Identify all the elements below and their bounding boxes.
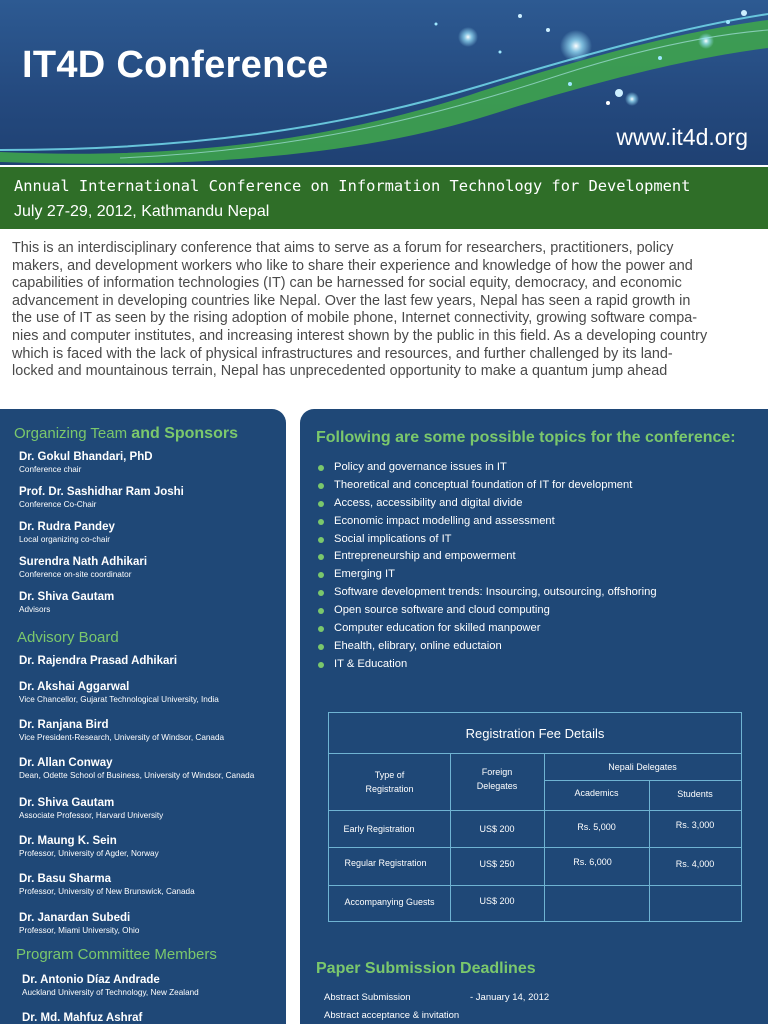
fee-cell-students: Rs. 4,000 <box>675 859 715 869</box>
topic-item <box>318 550 657 568</box>
intro-line: advancement in developing countries like Nepal. Over the last few years, Nepal has seen a rapid growth in <box>12 292 691 309</box>
bullet-icon <box>318 590 324 596</box>
topic-text: Software development trends: Insourcing, outsourcing, offshoring <box>334 586 657 599</box>
bullet-icon <box>318 644 324 650</box>
person-name: Dr. Akshai Aggarwal <box>19 681 130 693</box>
deadline-label: Abstract acceptance & invitation <box>324 1010 460 1021</box>
topic-item <box>318 622 657 640</box>
topic-text: Economic impact modelling and assessment <box>334 514 555 527</box>
intro-line: nies and computer institutes, and increasing interest shown by the public in this field. As a developing country <box>12 327 708 344</box>
topic-text: Computer education for skilled manpower <box>334 622 541 635</box>
topic-item <box>318 604 657 622</box>
fee-cell-academics <box>544 885 649 919</box>
fee-cell-students: Rs. 3,000 <box>675 820 715 830</box>
bullet-icon <box>318 554 324 560</box>
intro-line: the use of IT as seen by the rising adoption of mobile phone, Internet connectivity, growing software compa- <box>12 310 698 327</box>
person-role: Conference on-site coordinator <box>19 570 132 579</box>
program-committee-heading: Program Committee Members <box>16 946 217 963</box>
fee-cell-type: Early Registration <box>343 823 415 834</box>
organizer-entry <box>19 521 115 544</box>
fee-cell-academics: Rs. 5,000 <box>577 822 616 832</box>
conference-date-place: July 27-29, 2012, Kathmandu Nepal <box>14 203 270 220</box>
intro-line: makers, and development workers who like to share their experience and knowledge of how the power and <box>12 257 693 274</box>
fee-table-caption: Registration Fee Details <box>329 713 741 754</box>
person-name: Dr. Gokul Bhandari, PhD <box>19 451 153 463</box>
header-banner <box>0 0 768 165</box>
person-name: Dr. Ranjana Bird <box>19 719 109 731</box>
organizer-entry <box>19 591 114 614</box>
person-role: Vice President-Research, University of Windsor, Canada <box>19 733 225 742</box>
topics-list <box>318 461 657 676</box>
advisor-entry <box>19 681 219 704</box>
advisory-board-heading: Advisory Board <box>17 629 119 646</box>
bullet-icon <box>318 537 324 543</box>
header-nepali-delegates: Nepali Delegates <box>608 762 677 772</box>
organizing-heading-bold: and Sponsors <box>131 425 238 442</box>
topic-text: IT & Education <box>334 657 408 670</box>
topic-text: Open source software and cloud computing <box>334 604 550 617</box>
topic-item <box>318 533 657 551</box>
topic-item <box>318 568 657 586</box>
person-name: Dr. Maung K. Sein <box>19 835 117 847</box>
fee-cell-type: Regular Registration <box>344 858 427 868</box>
person-name: Surendra Nath Adhikari <box>19 556 148 568</box>
person-role: Auckland University of Technology, New Zealand <box>22 988 199 997</box>
bullet-icon <box>318 608 324 614</box>
deadline-date: - January 14, 2012 <box>470 992 550 1003</box>
organizing-team-heading <box>14 425 238 443</box>
fee-cell-foreign: US$ 200 <box>479 823 515 834</box>
person-role: Dean, Odette School of Business, University of Windsor, Canada <box>19 771 255 780</box>
fee-cell-students <box>649 885 741 919</box>
person-name: Dr. Rudra Pandey <box>19 521 115 533</box>
organizer-entry <box>19 486 184 509</box>
person-role: Conference Co-Chair <box>19 500 97 509</box>
topic-text: Entrepreneurship and empowerment <box>334 550 516 563</box>
deadline-label: Abstract Submission <box>324 992 411 1003</box>
topic-item <box>318 586 657 604</box>
advisor-entry <box>19 757 254 780</box>
person-name: Dr. Rajendra Prasad Adhikari <box>19 655 178 667</box>
header-academics: Academics <box>574 788 619 798</box>
organizing-heading-part: Organizing Team <box>14 425 132 442</box>
deadlines-heading: Paper Submission Deadlines <box>316 960 536 977</box>
topic-text: Social implications of IT <box>334 532 452 545</box>
person-name: Dr. Allan Conway <box>19 757 113 769</box>
bullet-icon <box>318 501 324 507</box>
person-role: Advisors <box>19 605 51 614</box>
topic-text: Theoretical and conceptual foundation of IT for development <box>334 478 633 491</box>
person-role: Conference chair <box>19 465 82 474</box>
topic-item <box>318 640 657 658</box>
conference-title: IT4D Conference <box>22 44 329 86</box>
bullet-icon <box>318 662 324 668</box>
bullet-icon <box>318 572 324 578</box>
person-name: Dr. Shiva Gautam <box>19 591 115 603</box>
committee-member-entry <box>22 1012 142 1024</box>
advisor-entry <box>19 719 224 742</box>
subtitle-strip <box>0 165 768 229</box>
intro-paragraph <box>12 240 760 381</box>
fee-cell-foreign: US$ 200 <box>479 896 515 906</box>
header-students: Students <box>677 789 713 799</box>
person-role: Associate Professor, Harvard University <box>19 811 164 820</box>
topic-text: Access, accessibility and digital divide <box>334 496 523 509</box>
fee-cell-type: Accompanying Guests <box>344 897 435 907</box>
topic-item <box>318 658 657 676</box>
topic-item <box>318 515 657 533</box>
person-name: Dr. Janardan Subedi <box>19 912 131 924</box>
topic-text: Policy and governance issues in IT <box>334 461 507 473</box>
intro-line: This is an interdisciplinary conference that aims to serve as a forum for researchers, practitioners, policy <box>12 240 674 256</box>
person-role: Vice Chancellor, Gujarat Technological University, India <box>19 695 219 704</box>
person-role: Local organizing co-chair <box>19 535 111 544</box>
committee-member-entry <box>22 974 199 997</box>
person-name: Dr. Shiva Gautam <box>19 797 115 809</box>
topic-text: Emerging IT <box>334 568 395 581</box>
bullet-icon <box>318 483 324 489</box>
topic-item <box>318 461 657 479</box>
topics-heading: Following are some possible topics for the conference: <box>316 429 736 446</box>
header-foreign-delegates: Foreign Delegates <box>476 767 518 791</box>
person-role: Professor, University of New Brunswick, Canada <box>19 887 195 896</box>
topic-item <box>318 479 657 497</box>
intro-line: capabilities of information technologies (IT) can be harnessed for social equity, democracy, and economic <box>12 275 682 292</box>
advisor-entry <box>19 912 139 935</box>
topic-text: Ehealth, elibrary, online eductaion <box>334 639 502 652</box>
bullet-icon <box>318 519 324 525</box>
fee-cell-academics: Rs. 6,000 <box>573 857 612 867</box>
person-name: Dr. Basu Sharma <box>19 873 112 885</box>
intro-line: which is faced with the lack of physical infrastructures and resources, and further challenged by its land- <box>12 345 673 362</box>
website-link[interactable]: www.it4d.org <box>616 124 748 150</box>
organizer-entry <box>19 451 153 474</box>
advisor-entry <box>19 835 159 858</box>
advisor-entry <box>19 655 177 667</box>
organizer-entry <box>19 556 147 579</box>
topic-item <box>318 497 657 515</box>
person-role: Professor, Miami University, Ohio <box>19 926 140 935</box>
header-type-of-registration: Type of Registration <box>365 770 414 794</box>
conference-full-title: Annual International Conference on Information Technology for Development <box>14 177 691 195</box>
registration-fee-table <box>328 712 742 922</box>
bullet-icon <box>318 626 324 632</box>
bullet-icon <box>318 465 324 471</box>
person-role: Professor, University of Agder, Norway <box>19 849 159 858</box>
person-name: Prof. Dr. Sashidhar Ram Joshi <box>19 486 184 498</box>
person-name: Dr. Md. Mahfuz Ashraf <box>22 1012 143 1024</box>
advisor-entry <box>19 797 163 820</box>
fee-cell-foreign: US$ 250 <box>479 859 515 869</box>
intro-line: locked and mountainous terrain, Nepal has unprecedented opportunity to make a quantum jump ahead <box>12 363 668 380</box>
person-name: Dr. Antonio Díaz Andrade <box>22 974 160 986</box>
advisor-entry <box>19 873 195 896</box>
